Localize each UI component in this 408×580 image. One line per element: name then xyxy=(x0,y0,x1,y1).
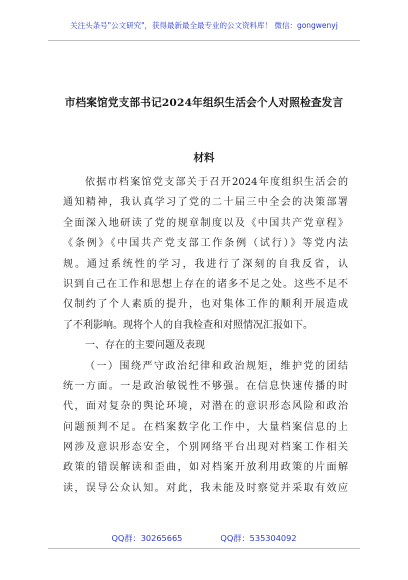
body-line: 了不利影响。现将个人的自我检查和对照情况汇报如下。 xyxy=(63,319,313,331)
footer-qq-group-2: QQ群：535304092 xyxy=(220,533,297,543)
body-line: 《条例》《中国共产党支部工作条例（试行）》等党内法 xyxy=(63,238,348,250)
body-line: 网涉及意识形态安全，个别网络平台出现对档案工作相关 xyxy=(63,442,348,454)
body-line: 读，误导公众认知。对此，我未能及时察觉并采取有效应 xyxy=(63,482,348,494)
header-divider xyxy=(48,40,360,41)
document-body xyxy=(63,173,348,499)
body-line: 依据市档案馆党支部关于召开2024年度组织生活会的 xyxy=(85,177,348,188)
body-line: 代，面对复杂的舆论环境，对潜在的意识形态风险和政治 xyxy=(63,401,348,413)
body-line: 统一方面。一是政治敏锐性不够强。在信息快速传播的时 xyxy=(63,380,348,392)
body-line: 政策的错误解读和歪曲，如对档案开放利用政策的片面解 xyxy=(63,462,348,474)
body-line: 通知精神，我认真学习了党的二十届三中全会的决策部署 xyxy=(63,197,348,209)
document-title: 市档案馆党支部书记2024年组织生活会个人对照检查发言 xyxy=(64,97,344,109)
footer-contacts xyxy=(0,533,408,544)
body-line: 识到自己在工作和思想上存在的诸多不足之处。这些不足不 xyxy=(63,278,348,290)
body-line: （一）围绕严守政治纪律和政治规矩，维护党的团结 xyxy=(85,360,348,372)
footer-qq-group-1: QQ群：30265665 xyxy=(111,533,183,543)
body-line: 问题预判不足。在档案数字化工作中，大量档案信息的上 xyxy=(63,421,348,433)
document-subtitle: 材料 xyxy=(193,152,215,164)
body-line: 规。通过系统性的学习，我进行了深刻的自我反省，认 xyxy=(63,258,348,270)
section-heading: 一、存在的主要问题及表现 xyxy=(85,340,205,352)
header-banner: 关注头条号"公文研究"，获得最新最全最专业的公文资料库！ 微信：gongwenyj xyxy=(70,21,338,30)
body-line: 仅制约了个人素质的提升，也对集体工作的顺利开展造成 xyxy=(63,299,348,311)
body-line: 全面深入地研读了党的规章制度以及《中国共产党章程》 xyxy=(63,217,348,229)
footer-divider xyxy=(48,548,360,549)
